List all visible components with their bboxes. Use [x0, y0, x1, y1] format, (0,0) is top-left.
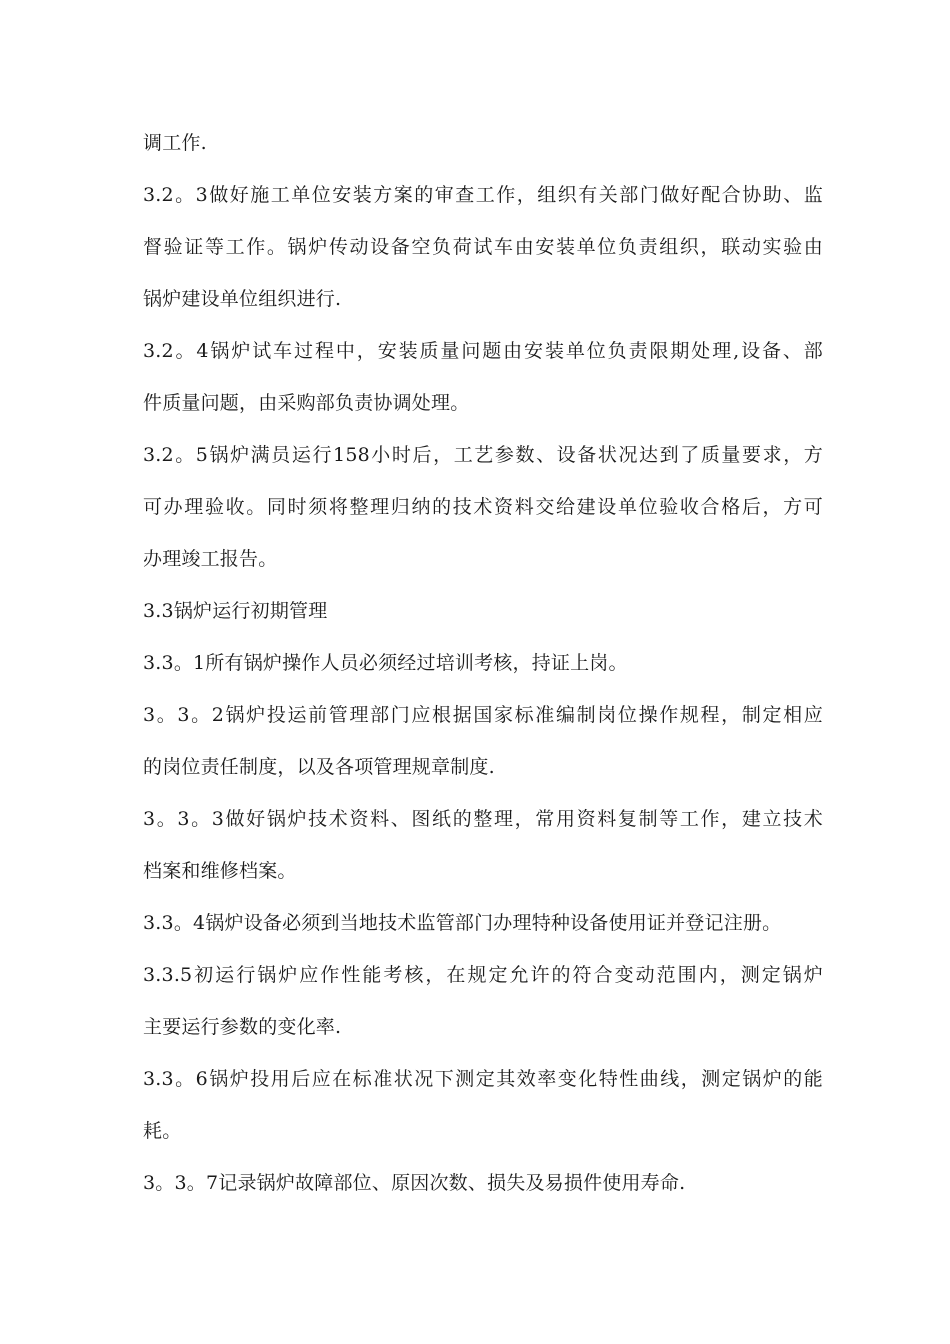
text-line: 3.3。4锅炉设备必须到当地技术监管部门办理特种设备使用证并登记注册。	[143, 912, 782, 934]
text-line: 督验证等工作。锅炉传动设备空负荷试车由安装单位负责组织，联动实验由	[143, 236, 823, 258]
text-line: 件质量问题，由采购部负责协调处理。	[143, 392, 470, 414]
text-line: 主要运行参数的变化率.	[143, 1016, 342, 1038]
text-line: 3。3。2锅炉投运前管理部门应根据国家标准编制岗位操作规程，制定相应	[143, 704, 823, 726]
text-line: 可办理验收。同时须将整理归纳的技术资料交给建设单位验收合格后，方可	[143, 496, 823, 518]
paragraph	[143, 1166, 823, 1200]
paragraph	[143, 906, 823, 940]
text-line: 3.2。4锅炉试车过程中，安装质量问题由安装单位负责限期处理,设备、部	[143, 340, 823, 362]
paragraph	[143, 178, 823, 316]
text-line: 3.2。5锅炉满员运行158小时后，工艺参数、设备状况达到了质量要求，方	[143, 444, 823, 466]
paragraph	[143, 698, 823, 784]
paragraph	[143, 334, 823, 420]
text-line: 档案和维修档案。	[143, 860, 297, 882]
paragraph	[143, 802, 823, 888]
paragraph	[143, 438, 823, 576]
text-line: 3.3锅炉运行初期管理	[143, 600, 328, 622]
paragraph	[143, 126, 823, 160]
text-line: 调工作.	[143, 132, 207, 154]
paragraph	[143, 958, 823, 1044]
text-line: 3.2。3做好施工单位安装方案的审查工作，组织有关部门做好配合协助、监	[143, 184, 823, 206]
paragraph	[143, 646, 823, 680]
text-line: 3.3。1所有锅炉操作人员必须经过培训考核，持证上岗。	[143, 652, 628, 674]
text-line: 锅炉建设单位组织进行.	[143, 288, 342, 310]
text-line: 办理竣工报告。	[143, 548, 278, 570]
text-line: 耗。	[143, 1120, 182, 1142]
paragraph	[143, 1062, 823, 1148]
text-line: 3。3。3做好锅炉技术资料、图纸的整理，常用资料复制等工作，建立技术	[143, 808, 823, 830]
document-body	[143, 126, 823, 1200]
text-line: 3.3。6锅炉投用后应在标准状况下测定其效率变化特性曲线，测定锅炉的能	[143, 1068, 823, 1090]
text-line: 3。3。7记录锅炉故障部位、原因次数、损失及易损件使用寿命.	[143, 1172, 686, 1194]
text-line: 3.3.5初运行锅炉应作性能考核，在规定允许的符合变动范围内，测定锅炉	[143, 964, 823, 986]
text-line: 的岗位责任制度，以及各项管理规章制度.	[143, 756, 495, 778]
section-heading	[143, 594, 823, 628]
